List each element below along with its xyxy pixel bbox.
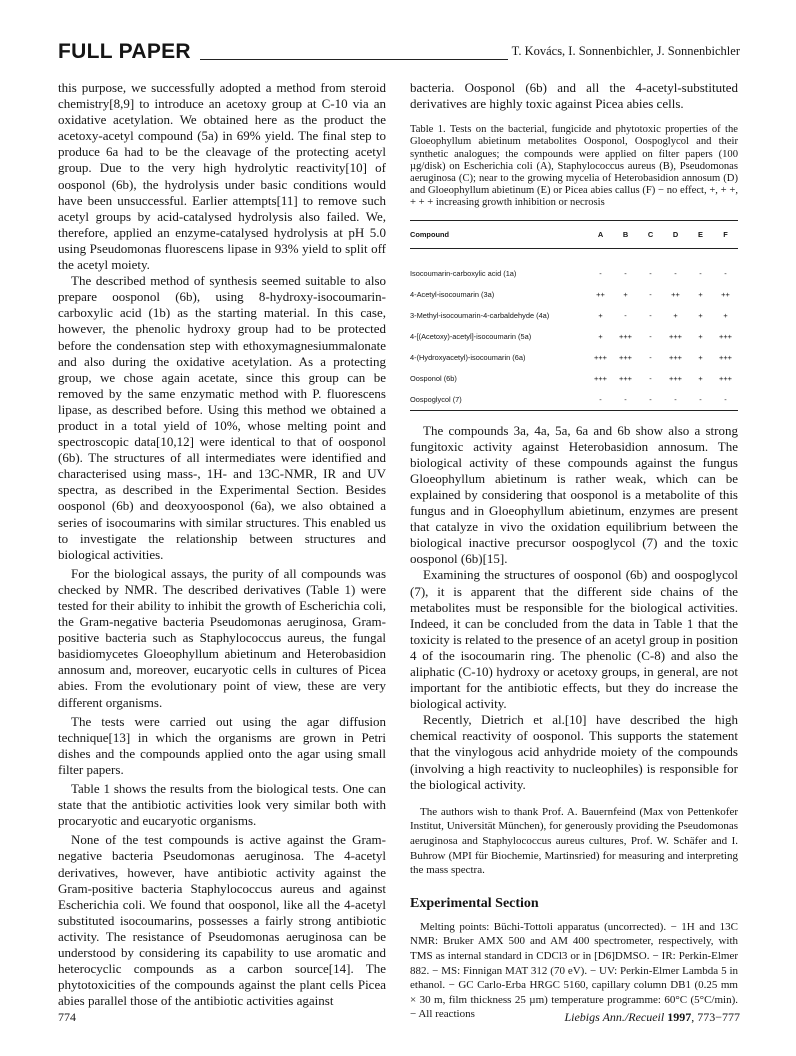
result-cell: ++ <box>721 289 730 299</box>
journal-year: 1997 <box>667 1010 692 1024</box>
result-cell: - <box>674 268 677 278</box>
result-cell: - <box>649 331 652 341</box>
result-cell: - <box>638 389 663 411</box>
result-cell: + <box>698 373 703 383</box>
result-cell: - <box>649 373 652 383</box>
result-cell: +++ <box>669 331 682 341</box>
result-cell: - <box>599 268 602 278</box>
paragraph: this purpose, we successfully adopted a method from steroid chemistry[8,9] to introduce an acetoxy group at C-10 via an oxidative acetylation. We obtained here as the product the acetoxy-acetyl compound (5a) in 69% yield. The final step to produce 6a had to be the cleavage of the protecting acetyl group. Due to the very high hydrolytic reactivity[10] of oosponol (6b), the hydrolysis under basic conditions would have been unsuccessful. Earlier attempts[11] to remove such acetyl groups by acid-catalysed hydrolysis also failed. We, therefore, applied an enzyme-catalysed hydrolysis at pH 5.0 using Pseudomonas fluorescens lipase in 93% yield to split off the acetyl moiety. <box>58 80 386 273</box>
paragraph: None of the test compounds is active against the Gram-negative bacteria Pseudomonas aeruginosa. The 4-acetyl derivatives, however, have antibiotic activity against the Gram-positive bacteria Staphylococcus aureus and against Escherichia coli. We found that oosponol, like all the 4-acetyl substituted isocoumarins, possesses a fairly strong antibiotic activity. The resistance of Pseudomonas aeruginosa can be understood by considering its capability to use aromatic and heterocyclic compounds as a carbon source[14]. The phytotoxicities of the compounds against the plant cells Picea abies parallel those of the antibiotic activities against <box>58 832 386 1009</box>
right-column <box>410 80 738 1022</box>
compound-cell: 4-(Hydroxyacetyl)-isocoumarin (6a) <box>410 352 526 362</box>
compound-cell: Isocoumarin-carboxylic acid (1a) <box>410 268 517 278</box>
acknowledgement: The authors wish to thank Prof. A. Bauernfeind (Max von Pettenkofer Institut, Universität München), for generously providing the Pseudomonas aeruginosa and Staphylococcus aureus cultures, Prof. W. Schäfer and I. Buhrow (MPI für Biochemie, Martinsried) for measuring and interpreting the mass spectra. <box>410 805 738 877</box>
paragraph: Table 1 shows the results from the biological tests. One can state that the antibiotic activities look very similar both with procaryotic and eucaryotic organisms. <box>58 781 386 829</box>
journal-pages: , 773−777 <box>691 1010 740 1024</box>
result-cell: - <box>649 310 652 320</box>
result-cell: +++ <box>619 352 632 362</box>
result-cell: - <box>688 389 713 411</box>
compound-cell: 3-Methyl-isocoumarin-4-carbaldehyde (4a) <box>410 310 550 320</box>
result-cell: - <box>649 289 652 299</box>
result-cell: +++ <box>719 331 732 341</box>
result-cell: +++ <box>719 373 732 383</box>
header-authors: T. Kovács, I. Sonnenbichler, J. Sonnenbichler <box>511 44 740 58</box>
header-rule <box>200 59 508 60</box>
result-cell: + <box>698 352 703 362</box>
table-header-cell: B <box>613 220 638 248</box>
result-cell: + <box>673 310 678 320</box>
result-cell: + <box>598 310 603 320</box>
result-cell: +++ <box>594 373 607 383</box>
result-cell: - <box>624 268 627 278</box>
result-cell: - <box>649 352 652 362</box>
table-header-cell: A <box>588 220 613 248</box>
experimental-heading: Experimental Section <box>410 895 539 911</box>
journal-name: Liebigs Ann./Recueil <box>564 1010 665 1024</box>
result-cell: + <box>723 310 728 320</box>
table-header-cell: D <box>663 220 688 248</box>
result-cell: + <box>698 289 703 299</box>
section-label: FULL PAPER <box>58 40 191 63</box>
table-row <box>410 368 738 389</box>
result-cell: - <box>663 389 688 411</box>
left-column <box>58 80 386 1009</box>
table-header-row <box>410 220 738 248</box>
result-cell: ++ <box>671 289 680 299</box>
paragraph: Recently, Dietrich et al.[10] have described the high chemical reactivity of oosponol. This supports the statement that the vinylogous acid anhydride moiety of the compounds (involving a high reactivity to nucleophiles) is responsible for the biological activity. <box>410 712 738 792</box>
result-cell: - <box>699 268 702 278</box>
table-row <box>410 248 738 284</box>
compound-cell: 4-[(Acetoxy)-acetyl]-isocoumarin (5a) <box>410 331 532 341</box>
table-row <box>410 305 738 326</box>
journal-citation <box>564 1010 740 1025</box>
result-cell: +++ <box>719 352 732 362</box>
compound-cell: Oospoglycol (7) <box>410 389 588 411</box>
result-cell: - <box>724 268 727 278</box>
result-cell: +++ <box>669 373 682 383</box>
table-row <box>410 326 738 347</box>
experimental-text: Melting points: Büchi-Tottoli apparatus (uncorrected). − 1H and 13C NMR: Bruker AMX 500 and AM 400 spectrometer, respectively, with TMS as internal standard in CDCl3 or in [D6]DMSO. − IR: Perkin-Elmer 882. − MS: Finnigan MAT 312 (70 eV). − UV: Perkin-Elmer Lambda 5 in ethanol. − GC Carlo-Erba HRGC 5160, capillary column DB1 (0.25 mm × 30 m, film thickness 25 µm) temperature programme: 60°C (5°C/min). − All reactions <box>410 920 738 1021</box>
result-cell: +++ <box>619 373 632 383</box>
paragraph: The compounds 3a, 4a, 5a, 6a and 6b show also a strong fungitoxic activity against Heterobasidion annosum. The biological activity of these compounds against the fungus Gloeophyllum abietinum is rather weak, which can be explained by considering that oosponol is a metabolite of this fungus and in Gloeophyllum abietinum, enzymes are present that catalyze in vivo the oxidation equilibrium between the biological inactive precursor oospoglycol (7) and the toxic oosponol (6b)[15]. <box>410 422 738 567</box>
result-cell: + <box>698 310 703 320</box>
results-table <box>410 220 738 411</box>
result-cell: +++ <box>619 331 632 341</box>
table-header-cell: E <box>688 220 713 248</box>
table-row <box>410 347 738 368</box>
paragraph: The described method of synthesis seemed suitable to also prepare oosponol (6b), using 8-hydroxy-isocoumarin-carboxylic acid (1b) as the starting material. In this case, however, the phenolic hydroxy group had to be protected before the condensation step with ethoxymagnesiummalonate and also during the oxidative acetylation. As a protecting group, we chose again acetate, since this group can be removed by the same enzymatic method with P. fluorescens lipase, as described before. Using this method we obtained a product in a total yield of 10%, whose melting point and spectroscopic data[10,12] were identical to that of oosponol (6b). The structures of all intermediates were identified and characterised using mass-, 1H- and 13C-NMR, IR and UV spectra, as described in the Experimental Section. Besides oosponol (6b) and deoxyoosponol (6a), we also obtained a series of isocoumarins with similar structures. This enabled us to investigate the relationship between structures and biological activities. <box>58 273 386 562</box>
result-cell: - <box>713 389 738 411</box>
table-header-cell: Compound <box>410 220 588 248</box>
table-row <box>410 389 738 411</box>
paragraph: For the biological assays, the purity of all compounds was checked by NMR. The described derivatives (Table 1) were tested for their ability to inhibit the growth of Escherichia coli, the Gram-negative bacteria Pseudomonas aeruginosa, Gram-positive bacteria such as Staphylococcus aureus, the fungal basidiomycetes Gloeophyllum abietinum and Heterobasidion annosum and, moreover, eucaryotic cells in cultures of Picea abies. From the evolutionary point of view, these are very different organisms. <box>58 565 386 710</box>
paragraph: bacteria. Oosponol (6b) and all the 4-acetyl-substituted derivatives are highly toxic against Picea abies cells. <box>410 80 738 112</box>
result-cell: - <box>613 389 638 411</box>
result-cell: - <box>649 268 652 278</box>
table-header-cell: C <box>638 220 663 248</box>
result-cell: - <box>588 389 613 411</box>
page-header <box>58 40 740 66</box>
result-cell: + <box>598 331 603 341</box>
result-cell: - <box>624 310 627 320</box>
result-cell: +++ <box>594 352 607 362</box>
result-cell: + <box>623 289 628 299</box>
paragraph: Examining the structures of oosponol (6b) and oospoglycol (7), it is apparent that the different side chains of the metabolites must be responsible for the biological activities. Indeed, it can be concluded from the data in Table 1 that the toxicity is related to the presence of an acetyl group in position 4 of the isocoumarin ring. The phenolic (C-8) and also the aliphatic (C-10) hydroxy or acetoxy groups, in general, are not important for the antibiotic effects, but they do increase the biological activity. <box>410 567 738 712</box>
compound-cell: 4-Acetyl-isocoumarin (3a) <box>410 289 495 299</box>
paragraph: The tests were carried out using the agar diffusion technique[13] in which the organisms are grown in Petri dishes and the compounds applied onto the agar using small filter papers. <box>58 713 386 777</box>
table-header-cell: F <box>713 220 738 248</box>
page-number: 774 <box>58 1010 76 1024</box>
result-cell: + <box>698 331 703 341</box>
table-caption: Table 1. Tests on the bacterial, fungicide and phytotoxic properties of the Gloeophyllum abietinum metabolites Oosponol, Oospoglycol and their synthetic analogues; the compounds were applied on filter papers (100 µg/disk) on Escherichia coli (A), Staphylococcus aureus (B), Pseudomonas aeruginosa (C); near to the growing mycelia of Heterobasidion annosum (D) and Gloeophyllum abietinum (E) or Picea abies callus (F) − no effect, +, + +, + + + increasing growth inhibition or necrosis <box>410 124 738 209</box>
table-row <box>410 284 738 305</box>
compound-cell: Oosponol (6b) <box>410 373 457 383</box>
result-cell: ++ <box>596 289 605 299</box>
result-cell: +++ <box>669 352 682 362</box>
